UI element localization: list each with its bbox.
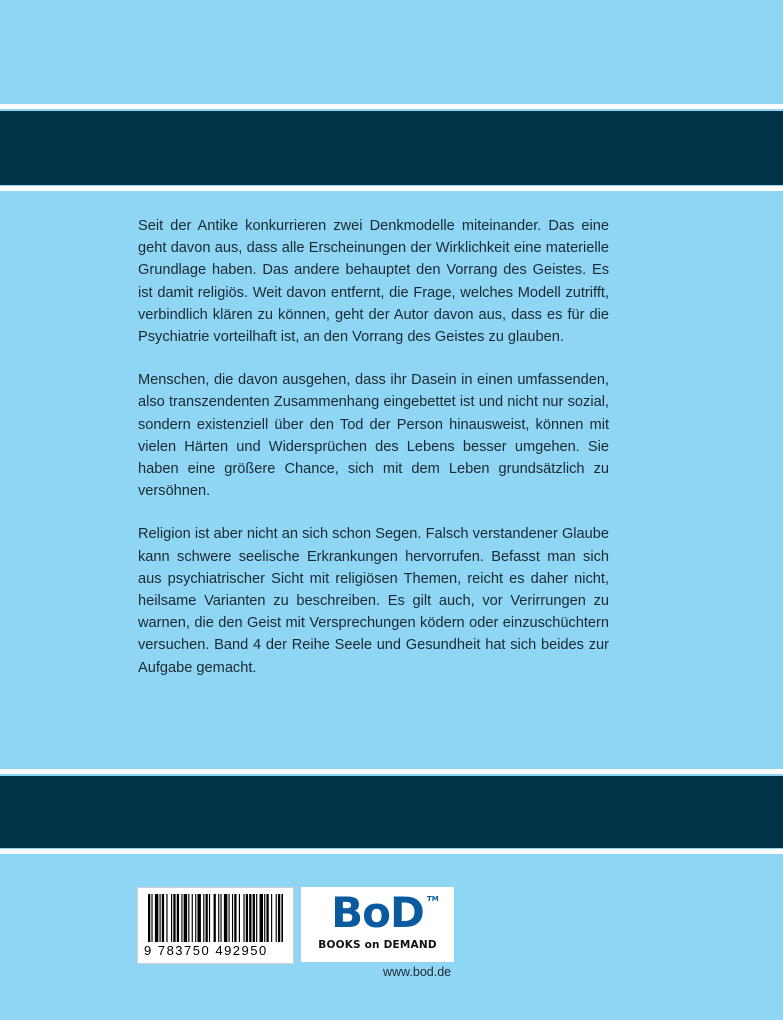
barcode-bars [148,894,283,944]
barcode-bar [195,894,196,942]
blurb-paragraph-2: Menschen, die davon ausgehen, dass ihr Dasein in einen umfassenden, also transzendenten Zusammenhang eingebettet ist und nicht nur sozial, sondern existenziell über den Tod der Person hinausweist, können mit vielen Härten und Widersprüchen des Lebens besser umgehen. Sie haben eine größere Chance, sich mit dem Leben grundsätzlich zu versöhnen. [138,372,609,500]
barcode-bar [177,894,179,942]
barcode-bar [249,894,251,942]
isbn-number: 9 783750 492950 [144,943,268,958]
barcode-bar [214,894,216,942]
barcode-bar [281,894,283,942]
top-divider-line [0,104,783,109]
bod-logo-mark: BoD [331,888,424,937]
barcode-bar [246,894,248,942]
blurb-paragraph-1: Seit der Antike konkurrieren zwei Denkmodelle miteinander. Das eine geht davon aus, dass alle Erscheinungen der Wirklichkeit eine materielle Grundlage haben. Das andere behauptet den Vorrang des Geistes. Es ist damit religiös. Weit davon entfernt, die Frage, welches Modell zutrifft, verbindlich klären zu können, geht der Autor davon aus, dass es für die Psychiatrie vorteilhaft ist, an den Vorrang des Geistes zu glauben. [138,218,609,346]
blurb-paragraph-3: Religion ist aber nicht an sich schon Segen. Falsch verstandener Glaube kann schwere seelische Erkrankungen hervorrufen. Befasst man sich aus psychiatrischer Sicht mit religiösen Themen, reicht es daher nicht, heilsame Varianten zu beschreiben. Es gilt auch, vor Verirrungen zu warnen, die den Geist mit Versprechungen ködern oder einzuschüchtern versuchen. Band 4 der Reihe Seele und Gesundheit hat sich beides zur Aufgabe gemacht. [138,526,609,676]
trademark-symbol: TM [427,895,439,903]
barcode-bar [224,894,227,942]
barcode-bar [266,894,268,942]
barcode-bar [173,894,175,942]
barcode-bar [192,894,193,942]
barcode-bar [278,894,280,942]
barcode-bar [232,894,233,942]
isbn-barcode [137,887,294,964]
barcode-bar [184,894,187,942]
barcode-bar [271,894,272,942]
barcode-bar [155,894,158,942]
barcode-bar [229,894,230,942]
barcode-bar [264,894,265,942]
back-cover-blurb [138,215,609,700]
barcode-bar [256,894,257,942]
barcode-bar [243,894,244,942]
barcode-bar [220,894,221,942]
barcode-bar [166,894,167,942]
barcode-bar [260,894,263,942]
barcode-bar [188,894,189,942]
barcode-bar [253,894,255,942]
barcode-bar [218,894,219,942]
barcode-bar [209,894,210,942]
bottom-dark-band [0,776,783,848]
barcode-bar [203,894,204,942]
barcode-bar [197,894,200,942]
publisher-logo [301,887,454,962]
barcode-bar [162,894,164,942]
barcode-bar [206,894,208,942]
publisher-website: www.bod.de [383,965,452,979]
barcode-bar [171,894,172,942]
barcode-bar [151,894,152,942]
top-divider-line-lower [0,186,783,191]
bottom-divider-line-lower [0,849,783,854]
barcode-bar [160,894,161,942]
barcode-bar [239,894,240,942]
barcode-bar [234,894,236,942]
publisher-tagline: BOOKS on DEMAND [318,939,437,951]
barcode-bar [148,894,150,942]
barcode-bar [181,894,182,942]
barcode-bar [276,894,277,942]
bottom-divider-line [0,769,783,774]
top-dark-band [0,111,783,185]
